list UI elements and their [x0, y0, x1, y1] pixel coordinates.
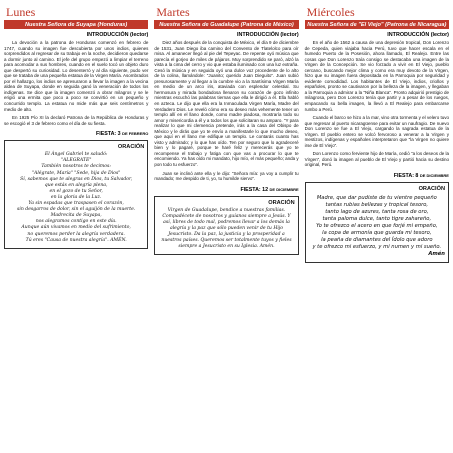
prayer-line: la copa de armonía que guarda mi tesoro, — [322, 230, 432, 237]
paragraph: Juan se inclinó ante ella y le dijo: "Señora mía: ya voy a cumplir tu mandado; me despido de ti, yo, tu humilde siervo". — [154, 170, 299, 182]
body-text — [154, 40, 298, 185]
column-monday — [4, 6, 148, 447]
paragraph: En el año de 1562 a causa de una depresión tropical, Don Lorenzo de Cepeda, quien viajaba hacia Perú, tuvo que hacer escala en el humedo Puerto de la Posesión, ahora llamado, El Realejo. Entre las cosas que Don Lorenzo traía consigo se destacaba una imagen de la Virgen de la Concepción. Se vio forzado a vivir en El Viejo, pueblo cercano, buscando mejor clima y como era muy devoto de la Virgen, hizo que su imagen fuera depositada en la Parroquia por seguridad y evidente comodidad. Los habitantes de El Viejo, indios, criollos y españoles, pronto se cautivaron por la belleza de la imagen, y llegaban a la Parroquia a admirar a la "Niña Blanca". Pronto adquirió prestigio de milagrosa, pero Don Lorenzo tenía que partir y a pesar de los ruegos, empacando su bella imagen, la llevó a El Realejo para embarcarse rumbo a Perú. — [304, 40, 449, 112]
feast-date — [154, 187, 298, 193]
day-heading: Lunes — [6, 5, 36, 19]
prayer-line: Ya sin espadas que traspasen el corazón, — [28, 201, 124, 207]
paragraph: En 1925 Pío XI la declaró Patrona de la República de Honduras y se escogió el 3 de febrero como el día de su fiesta. — [4, 115, 149, 126]
prayer-box — [305, 182, 449, 263]
prayer-lines — [8, 152, 144, 243]
feast-day: FIESTA: 3 — [95, 131, 121, 138]
section-heading: INTRODUCCIÓN (lector) — [86, 32, 149, 38]
paragraph: La devoción a la patrona de Honduras comenzó en febrero de 1747, cuando su imagen fue descubierta por unos indios, quienes sorprendidos al regresar de su trabajo en la noche, decidieron quedarse a dormir junto al camino. El jefe del grupo empezó a limpiar el terreno para acomodar a sus hombres, cuando en el suelo tocó un objeto duro que despertó su curiosidad. Lo desenterró y al día siguiente, pudo ver que se trataba de una pequeña estatua de la Virgen María. Asombrados por el hallazgo, los indios se apresuraron a llevar la imagen a la vecina aldea de Suyapa, donde en seguida ganó la veneración de todos los indígenas. Se dice que la imagen comenzó a obrar milagros y se le erigió una ermita que poco a poco se convirtió en un pequeño y concurrido templo. La estatua no mide más que seis centímetros y medio de alto. — [4, 40, 149, 112]
prayer-line: en la gloria de la Luz. — [50, 194, 102, 200]
prayer-line: Sí, sabemos que te alegras en Dios, tu Salvador, — [20, 176, 133, 182]
prayer-line: Yo te ofrezco el acero en que forjé mi empeño, — [316, 223, 438, 230]
title-banner: Nuestra Señora de Guadalupe (Patrona de México) — [154, 20, 298, 29]
prayer-line: tanta paloma dulce, tanto tigre zahareño, — [322, 216, 432, 223]
title-banner: Nuestra Señora de Suyapa (Honduras) — [4, 20, 148, 29]
prayer-line: El Ángel Gabriel te saludó: — [44, 152, 108, 158]
prayer-line: Tú eres "Causa de nuestra alegría". AMÉN. — [25, 237, 127, 243]
day-heading: Martes — [156, 5, 190, 19]
prayer-line: no queremos perder la alegría verdadera. — [27, 231, 125, 237]
prayer-line: Madrecita de Suyapa, — [50, 213, 102, 219]
prayer-line: "Alégrate, María" "Sede, hija de Dios" — [31, 170, 121, 176]
prayer-line: sin desgarros de dolor, sin el aguijón de la muerte. — [17, 207, 136, 213]
feast-date — [4, 131, 148, 137]
feast-day: FIESTA: 8 — [393, 173, 419, 180]
prayer-line: tanto lago de azures, tanta rosa de oro, — [325, 209, 429, 216]
section-heading: INTRODUCCIÓN (lector) — [387, 32, 449, 38]
feast-date — [305, 173, 449, 179]
prayer-line: Virgen de Guadalupe, bendice a nuestras familias. — [167, 207, 286, 213]
prayer-line: y te ofrezco mi esfuerzo, y mi numen y mi sueño. — [312, 244, 442, 251]
body-text — [4, 40, 148, 129]
prayer-title: ORACIÓN — [418, 186, 445, 193]
prayer-line: nos alegramos contigo en este día. — [35, 219, 117, 225]
feast-month: DE DICIEMBRE — [269, 186, 299, 192]
feast-day: FIESTA: 12 — [240, 186, 269, 193]
prayer-line: Amén — [428, 251, 445, 258]
feast-month: DE FEBRERO — [122, 131, 149, 137]
prayer-line: Aunque aún vivamos en medio del sufrimiento, — [21, 225, 131, 231]
column-wednesday — [305, 6, 449, 447]
prayer-line: en el gozo de tu Señor, — [49, 188, 103, 194]
prayer-title: ORACIÓN — [268, 199, 295, 206]
prayer-box — [154, 196, 298, 256]
paragraph: Diez años después de la conquista de México, el día 9 de diciembre de 1531, Juan Diego iba camino del Convento de Tlatelolco para oír misa. Al amanecer llegó al pie del Tepeyac. De repente oyó música que parecía el gorjeo de miles de pájaros. Muy sorprendido se paró, alzó la vista a la cima del cerro y vio que estaba iluminado con una luz extraña. Cesó la música y en seguida oyó una dulce voz procedente de lo alto de la colina, llamándole: "Juanito; querido Juan Dieguito". Juan subió presurosamente y al llegar a la cumbre vio a la Santísima Virgen María en medio de un arco iris, ataviada con esplendor celestial. Su hermosura y mirada bondadosa llenaron su corazón de gozo infinito mientras escuchó las palabras tiernas que ella le dirigió a él. Ella habló en azteca. Le dijo que ella era la Inmaculada Virgen María, Madre del Verdadero Dios. Le reveló cómo era su deseo más vehemente tener un templo allí en el llano donde, como madre piadosa, mostraría todo su amor y misericordia a él y a todos los que solicitaran su amparo. "Y para realizar lo que mi clemencia pretende, irás a la casa del Obispo de México y le dirás que yo te envío a manifestarle lo que mucho deseo, que aquí en el llano me edifique un templo. Le contarás cuanto has visto y admirado; y lo que has oído. Ten por seguro que lo agradeceré bien y lo pagaré, porque te haré feliz y merecerás que yo te recompense el trabajo y fatiga con que vas a procurar lo que te encomiendo. Ya has oído mi mandato, hijo mío, el más pequeño; anda y pon todo tu esfuerzo". — [154, 40, 299, 168]
prayer-line: que estás en alegría plena, — [44, 182, 108, 188]
paragraph: Don Lorenzo como ferviente hijo de María, cedió "a los deseos de la Virgen", donó la imagen al pueblo de El Viejo y partió hacia su destino original, Perú. — [304, 151, 449, 168]
prayer-line: También nosotros te decimos: — [41, 164, 111, 170]
body-text — [305, 40, 449, 171]
feast-month: DE DICIEMBRE — [419, 173, 449, 179]
section-heading: INTRODUCCIÓN (lector) — [236, 32, 299, 38]
prayer-line: Compadécete de nosotros y guíanos siempre a Jesús. Y así, libres de todo mal, podremos llevar a los demás la alegría y la paz que sólo pueden venir de tu Hijo Jesucristo. Da la paz, la justicia y la prosperidad a nuestros países. Queremos ser totalmente tuyos y fieles siempre a Jesucristo en su Iglesia. Amén. — [161, 213, 292, 250]
day-heading: Miércoles — [306, 5, 355, 19]
prayer-lines — [158, 208, 294, 251]
prayer-box — [4, 140, 148, 249]
prayer-line: "ALEGRATE" — [60, 158, 92, 164]
prayer-lines — [309, 195, 445, 258]
prayer-line: Madre, que dar pudiste de tu vientre pequeño — [316, 195, 437, 202]
column-tuesday — [154, 6, 298, 447]
prayer-line: tantas rubias bellezas y tropical tesoro, — [325, 202, 429, 209]
prayer-line: la peaña de diamantes del Ídolo que adoro — [321, 237, 433, 244]
title-banner: Nuestra Señora de "El Viejo" (Patrona de Nicaragua) — [305, 20, 449, 29]
prayer-title: ORACIÓN — [117, 144, 145, 151]
paragraph: Cuando el barco se hizo a la mar, vino otra tormenta y el velero tuvo que regresar al puerto nicaragüense para evitar un naufragio. De nuevo Don Lorenzo se fue a El Viejo, cargando la sagrada estatua de la Virgen. El pueblo entero se volcó fervoroso a venerar a la Virgen y mestizos, indígenas y españoles interpretaron que "la Virgen no quiere irse de El Viejo". — [304, 115, 449, 148]
